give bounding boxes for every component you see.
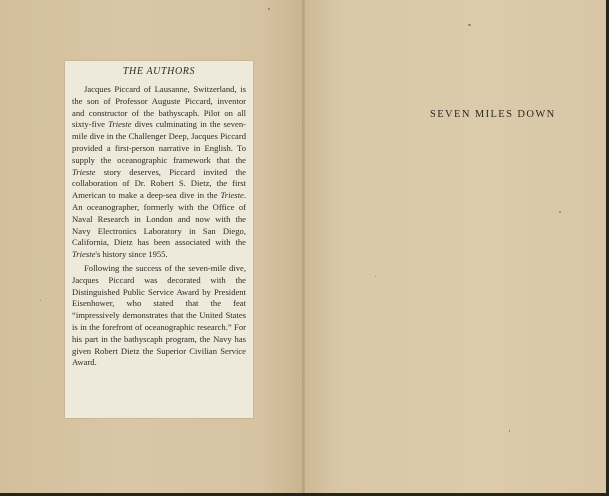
clipping-paragraph xyxy=(72,263,246,369)
paper-speck xyxy=(268,8,270,10)
paper-speck xyxy=(559,211,561,213)
body-text: Jacques Piccard of Lausanne, Switzerland, is the son of Professor Auguste Piccard, inventor and constructor of the bathyscaph. Pilot on all sixty-five xyxy=(72,84,246,130)
authors-clipping xyxy=(65,61,253,418)
italic-text: Trieste xyxy=(72,166,96,177)
paper-speck xyxy=(375,276,376,277)
clipping-heading: THE AUTHORS xyxy=(122,66,196,77)
clipping-body xyxy=(72,84,246,369)
body-text: Following the success of the seven-mile dive, Jacques Piccard was decorated with the Distinguished Public Service Award by President Eisenhower, who stated that the feat “impressively demonstrates that the United States is in the forefront of oceanographic research.” For his part in the bathyscaph program, the Navy has given Robert Dietz the Superior Civilian Service Award. xyxy=(72,262,246,368)
right-page xyxy=(305,0,609,496)
body-text: dives culminating in the seven-mile dive in the Challenger Deep, Jacques Piccard provided a first-person narrative in English. To supply the oceanographic framework that the xyxy=(72,119,246,165)
body-text: . An oceanographer, formerly with the Office of Naval Research in London and now with the Navy Electronics Laboratory in San Diego, California, Dietz has been associated with the xyxy=(72,190,246,248)
paper-speck xyxy=(40,300,41,301)
italic-text: Trieste xyxy=(108,119,132,130)
paper-speck xyxy=(468,24,471,26)
body-text: story deserves, Piccard invited the collaboration of Dr. Robert S. Dietz, the first American to make a deep-sea dive in the xyxy=(72,166,246,201)
half-title: SEVEN MILES DOWN xyxy=(430,109,556,120)
body-text: 's history since 1955. xyxy=(95,249,168,260)
clipping-paragraph xyxy=(72,84,246,261)
paper-speck xyxy=(509,430,510,432)
italic-text: Trieste xyxy=(72,249,96,260)
italic-text: Trieste xyxy=(220,190,244,201)
